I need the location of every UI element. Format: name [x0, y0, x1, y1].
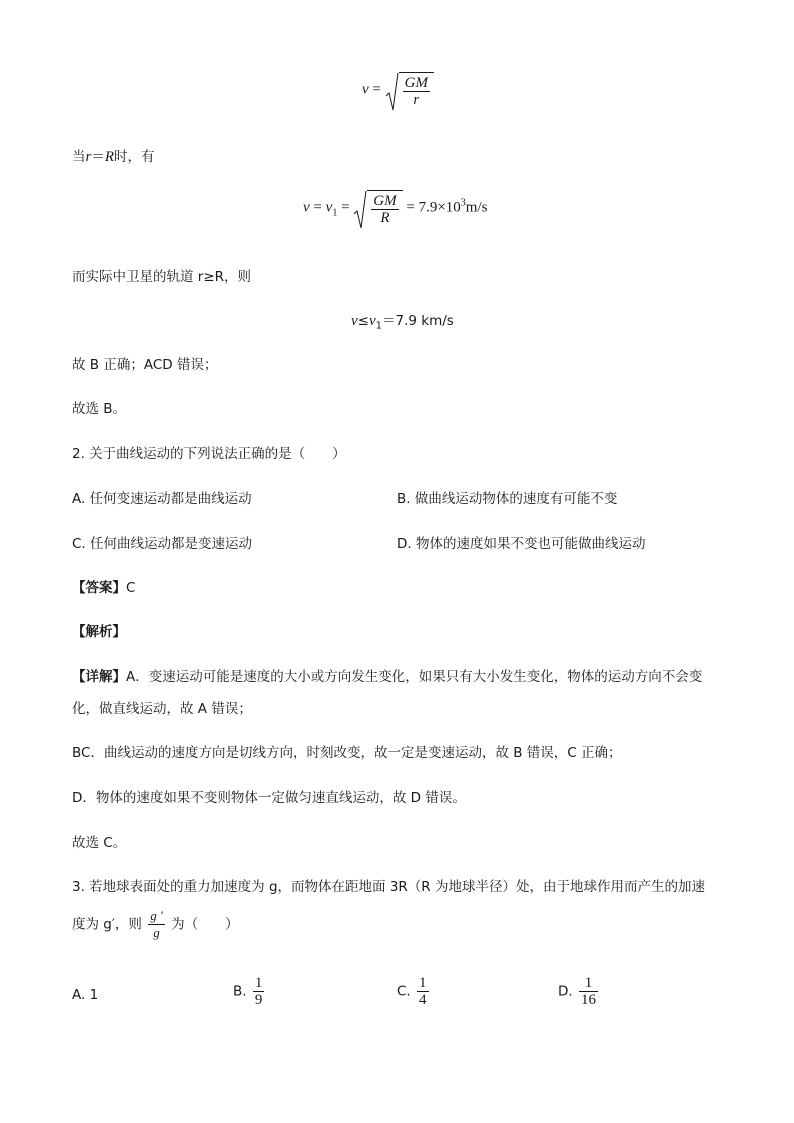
eq1-equals: =: [372, 81, 381, 98]
q2-option-a: A. 任何变速运动都是曲线运动: [72, 491, 252, 507]
conclusion-q1: 故 B 正确；ACD 错误；: [72, 357, 218, 373]
radical-sign-icon: [353, 190, 367, 230]
q2-option-c: C. 任何曲线运动都是变速运动: [72, 536, 253, 552]
q2-analysis-tag: 【解析】: [72, 624, 126, 640]
g-prime-over-g-fraction: $\frac{g '}{g}$: [150, 908, 163, 940]
speed-inequality: $v\le v_1=7.9$ km/s: [351, 313, 454, 332]
q2-detail-a-line1: 【详解】A．变速运动可能是速度的大小或方向发生变化，如果只有大小发生变化，物体的运动方向不会变: [72, 669, 703, 685]
q3-option-d: D. $\frac{1}{16}$: [558, 975, 596, 1008]
q2-detail-d: D．物体的速度如果不变则物体一定做匀速直线运动，故 D 错误。: [72, 790, 466, 806]
eq1-numerator: GM: [404, 75, 428, 91]
q3-option-c: C. $\frac{1}{4}$: [397, 975, 427, 1008]
q3-option-b: B. $\frac{1}{9}$: [233, 975, 263, 1008]
equation-first-cosmic-speed: $v = v_1$ = $\frac{GM}{R}$ = $7.9\times 10^3m/s$: [303, 190, 487, 226]
equation-orbital-speed: [362, 72, 434, 108]
answer-tag: 【答案】: [72, 580, 126, 596]
q2-option-d: D. 物体的速度如果不变也可能做曲线运动: [397, 536, 646, 552]
choose-q1: 故选 B。: [72, 401, 127, 417]
q2-option-b: B. 做曲线运动物体的速度有可能不变: [397, 491, 618, 507]
q2-detail-bc: BC．曲线运动的速度方向是切线方向，时刻改变，故一定是变速运动，故 B 错误，C 正确；: [72, 745, 622, 761]
choose-q2: 故选 C。: [72, 835, 127, 851]
eq1-lhs: v: [362, 81, 369, 98]
eq2-numerator: GM: [373, 193, 397, 209]
eq2-sqrt: [353, 190, 402, 226]
eq2-denominator: R: [380, 210, 390, 226]
actual-orbit-line: 而实际中卫星的轨道 r≥R，则: [72, 269, 252, 285]
radical-sign-icon: [385, 72, 399, 112]
q2-answer: [72, 576, 135, 596]
question-2-stem: 2. 关于曲线运动的下列说法正确的是（ ）: [72, 446, 346, 462]
eq1-sqrt: [385, 72, 434, 108]
q3-option-a: A. 1: [72, 987, 99, 1003]
q2-detail-a-line2: 化，做直线运动，故 A 错误；: [72, 701, 252, 717]
question-3-stem-line2: 度为 g′，则 $\frac{g '}{g}$ 为（ ）: [72, 908, 239, 940]
eq1-denominator: r: [413, 92, 420, 108]
answer-value: C: [126, 580, 136, 596]
question-3-stem-line1: 3. 若地球表面处的重力加速度为 g，而物体在距地面 3R（R 为地球半径）处，由于地球作用而产生的加速: [72, 879, 705, 895]
when-r-equals-R-line: 当r＝R时，有: [72, 149, 155, 165]
detail-tag: 【详解】: [72, 669, 126, 685]
